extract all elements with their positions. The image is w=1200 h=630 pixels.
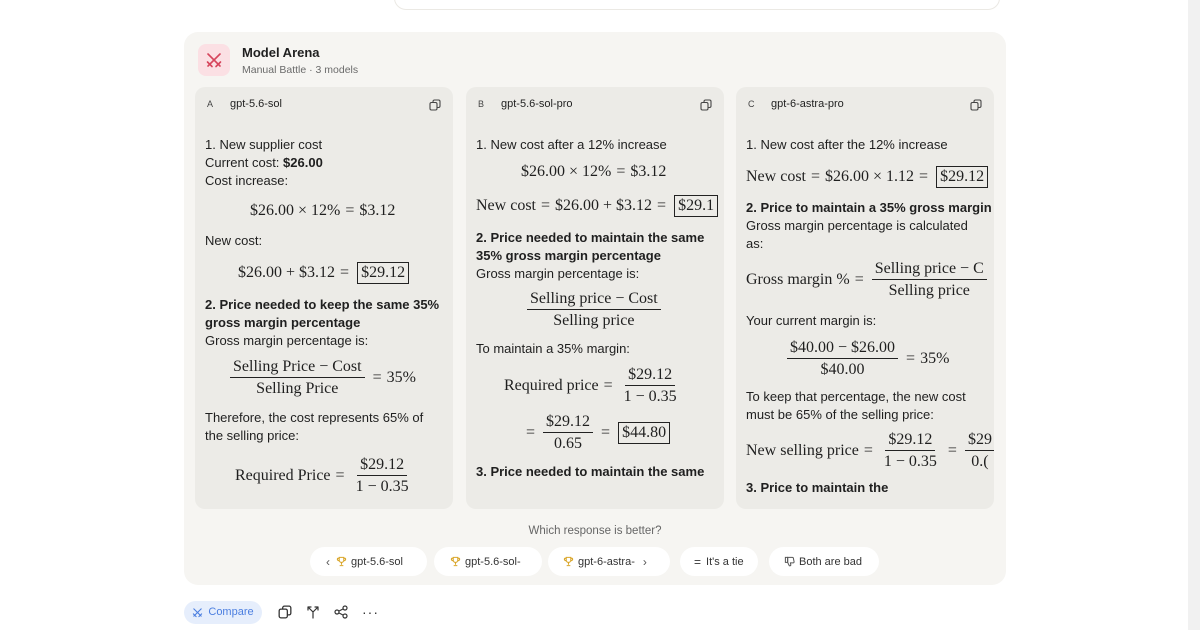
panel-letter: A (207, 99, 214, 109)
copy-icon[interactable] (429, 98, 441, 116)
vote-option-label: gpt-5.6-sol- (465, 555, 521, 568)
arena-header (198, 44, 358, 76)
text-line: the selling price: (205, 428, 299, 443)
model-name: gpt-6-astra-pro (771, 98, 844, 110)
copy-icon[interactable] (970, 98, 982, 116)
chevron-right-icon[interactable]: › (642, 554, 647, 569)
vote-option-a[interactable] (310, 547, 427, 576)
vote-question: Which response is better? (528, 525, 662, 537)
step-heading: 3. Price needed to maintain the same (476, 464, 705, 479)
fraction: $\frac{\text{Selling price − Cost}}{\text{Selling price}}$ (524, 289, 724, 330)
fraction-equation: Required price = $\frac{\$29.12}{1 - 0.35}$ (504, 366, 677, 405)
crossed-swords-icon (198, 44, 230, 76)
page-scrollbar[interactable] (1188, 0, 1200, 630)
current-cost-line: Current cost: $26.00 (205, 155, 323, 170)
trophy-icon (563, 556, 574, 567)
response-body (746, 125, 994, 497)
compare-button[interactable] (184, 601, 262, 624)
panel-letter: C (748, 99, 755, 109)
more-options-icon[interactable]: ··· (362, 604, 379, 620)
panel-header (478, 97, 712, 113)
trophy-icon (450, 556, 461, 567)
boxed-result: $29.1 (674, 195, 718, 217)
step-heading: 2. Price to maintain a 35% gross margin (746, 200, 992, 215)
response-body (205, 125, 453, 496)
step-heading: 2. Price needed to keep the same 35% (205, 297, 440, 312)
equals-icon: = (694, 554, 702, 569)
trophy-icon (336, 556, 347, 567)
step-heading: 3. Price to maintain the (746, 480, 889, 495)
thumbs-down-icon (784, 556, 795, 567)
text-line: must be 65% of the selling price: (746, 407, 934, 422)
vote-option-label: gpt-6-astra- (578, 555, 635, 568)
response-panel-a (195, 87, 453, 509)
copy-icon[interactable] (278, 605, 292, 619)
arena-subtitle: Manual Battle · 3 models (242, 64, 359, 76)
model-arena-card (184, 32, 1006, 585)
bottom-toolbar (184, 600, 379, 624)
branch-icon[interactable] (306, 605, 320, 619)
text-line: Gross margin percentage is: (476, 266, 640, 281)
equation: New cost = $26.00 × 1.12 = $29.12 (746, 166, 994, 188)
copy-icon[interactable] (700, 98, 712, 116)
equation: $26.00 + $3.12 = $29.12 (238, 262, 453, 284)
vote-both-bad-button[interactable] (769, 547, 879, 576)
fraction-equation: $\frac{\text{Selling Price − Cost}}{\text{Selling Price}}$ = 35% (227, 357, 453, 398)
arena-title: Model Arena (242, 45, 320, 60)
text-line: Your current margin is: (746, 313, 877, 328)
equation: $26.00 × 12% = $3.12 (521, 163, 667, 180)
response-panel-b (466, 87, 724, 509)
response-body (476, 125, 724, 481)
vote-option-b[interactable] (434, 547, 542, 576)
vote-option-label: Both are bad (799, 555, 862, 568)
fraction-equation: Gross margin % = $\frac{\text{Selling price − C}}{\text{Selling price}}$ (746, 259, 994, 300)
vote-tie-button[interactable] (680, 547, 758, 576)
panel-header (748, 97, 982, 113)
step-heading: gross margin percentage (205, 315, 361, 330)
boxed-result: $44.80 (618, 422, 670, 444)
previous-message-card (394, 0, 1000, 10)
equation: $26.00 × 12% = $3.12 (250, 202, 396, 219)
step-heading: 1. New supplier cost (205, 137, 323, 152)
fraction-equation: $\frac{\$40.00 - \$26.00}{\$40.00}$ = 35% (784, 338, 994, 379)
equation: New cost = $26.00 + $3.12 = $29.1 (476, 195, 724, 217)
chevron-left-icon[interactable]: ‹ (326, 554, 330, 569)
fraction-equation: = $\frac{\$29.12}{0.65}$ = $44.80 (526, 412, 724, 453)
text-line: New cost: (205, 233, 263, 248)
compare-label: Compare (208, 606, 254, 618)
panel-letter: B (478, 99, 485, 109)
text-line: To keep that percentage, the new cost (746, 389, 966, 404)
text-line: Cost increase: (205, 173, 289, 188)
step-heading: 35% gross margin percentage (476, 248, 661, 263)
crossed-swords-icon (192, 607, 203, 618)
step-heading: 1. New cost after a 12% increase (476, 137, 667, 152)
panel-header (207, 97, 441, 113)
vote-option-label: gpt-5.6-sol (351, 555, 403, 568)
boxed-result: $29.12 (357, 262, 409, 284)
model-name: gpt-5.6-sol-pro (501, 98, 573, 110)
model-name: gpt-5.6-sol (230, 98, 282, 110)
step-heading: 2. Price needed to maintain the same (476, 230, 705, 245)
text-line: Therefore, the cost represents 65% of (205, 410, 424, 425)
share-icon[interactable] (334, 605, 348, 619)
response-panel-c (736, 87, 994, 509)
vote-option-label: It's a tie (706, 555, 744, 568)
text-line: Gross margin percentage is calculated (746, 218, 968, 233)
step-heading: 1. New cost after the 12% increase (746, 137, 948, 152)
text-line: as: (746, 236, 764, 251)
fraction-equation: New selling price = $\frac{\$29.12}{1 - 0.35}$ = $\frac{\$29}{0.(}$ (746, 430, 994, 471)
vote-option-c[interactable] (548, 547, 670, 576)
boxed-result: $29.12 (936, 166, 988, 188)
text-line: Gross margin percentage is: (205, 333, 369, 348)
text-line: To maintain a 35% margin: (476, 341, 630, 356)
fraction-equation: Required Price = $\frac{\$29.12}{1 - 0.35}$ (235, 456, 409, 495)
